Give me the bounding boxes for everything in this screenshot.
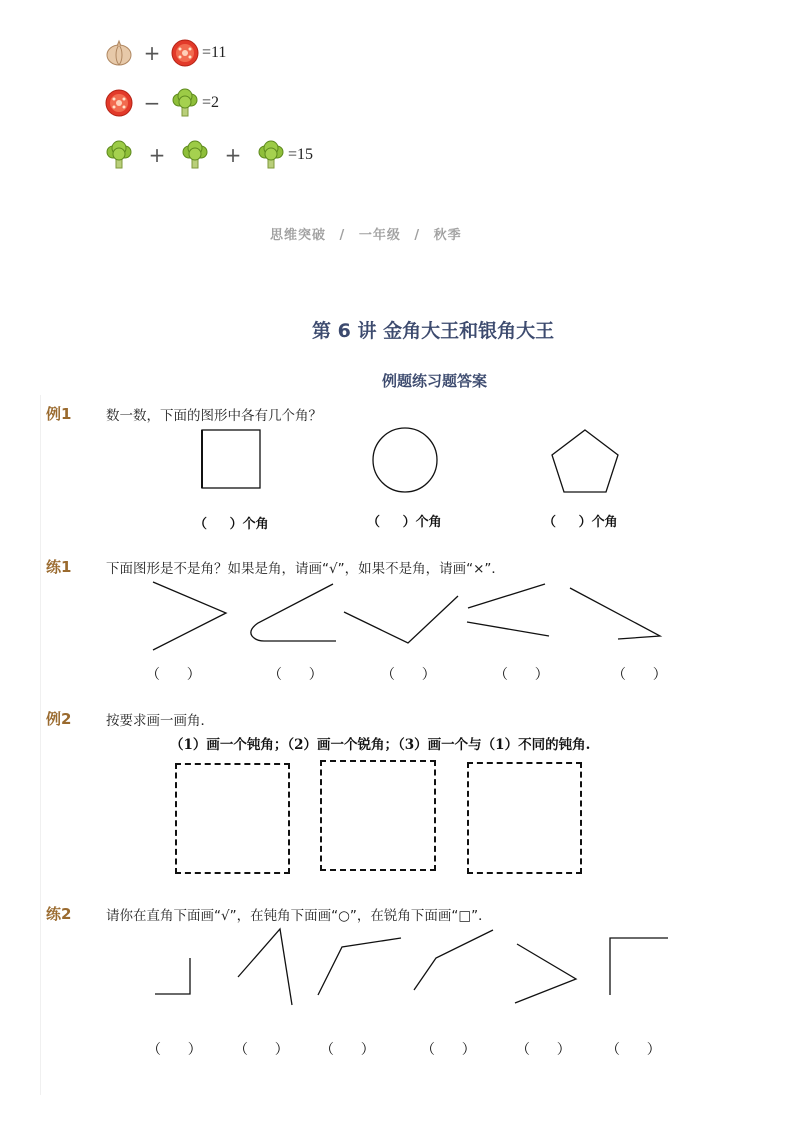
equation-result: =2 (202, 94, 220, 111)
practice-2-answer-1: （ ） (147, 1042, 202, 1058)
example-2-tag: 例2 (46, 710, 72, 728)
plus-sign: + (148, 143, 166, 167)
equation-result: =15 (288, 146, 314, 163)
garlic-icon (104, 38, 134, 68)
margin-line (40, 395, 41, 1095)
square-shape (202, 430, 260, 488)
example-1-shapes (190, 425, 650, 500)
example-1-question: 数一数，下面的图形中各有几个角？ (106, 408, 322, 424)
practice-2-answer-5: （ ） (516, 1042, 571, 1058)
breadcrumb (270, 224, 462, 243)
practice-2-answer-3: （ ） (320, 1042, 375, 1058)
figure-v-angle (344, 596, 458, 643)
practice-1-answer-2: （ ） (268, 667, 323, 683)
minus-sign: − (143, 91, 161, 115)
equation-row-3 (104, 139, 313, 171)
practice-2-figures (150, 925, 675, 1010)
practice-1-tag: 练1 (46, 558, 72, 576)
figure-obtuse-1 (318, 938, 401, 995)
practice-1-answer-1: （ ） (146, 667, 201, 683)
practice-1-answer-3: （ ） (381, 667, 436, 683)
square-left-edge (201, 430, 203, 488)
example-2-instruction: （1）画一个钝角；（2）画一个锐角；（3）画一个与（1）不同的钝角. (170, 737, 591, 753)
figure-acute-peak (238, 929, 292, 1005)
figure-narrow-angle (570, 588, 660, 639)
figure-open-lines-bottom (467, 622, 549, 636)
example-1-blank-pentagon: （ ）个角 (543, 515, 618, 530)
drawing-box-obtuse[interactable] (175, 763, 290, 874)
example-2-question: 按要求画一画角． (106, 713, 214, 729)
broccoli-icon (180, 140, 210, 170)
figure-open-lines-top (468, 584, 545, 608)
tomato-icon (104, 88, 134, 118)
broccoli-icon (256, 140, 286, 170)
broccoli-icon (104, 140, 134, 170)
breadcrumb-course: 思维突破 (270, 228, 327, 243)
equation-row-2 (104, 87, 219, 119)
equation-row-1 (104, 37, 226, 69)
example-1-blank-square: （ ）个角 (194, 517, 269, 532)
practice-2-answer-6: （ ） (606, 1042, 661, 1058)
drawing-box-acute[interactable] (320, 760, 436, 871)
breadcrumb-grade: 一年级 (358, 228, 401, 243)
breadcrumb-separator: / (414, 228, 421, 243)
plus-sign: + (224, 143, 242, 167)
practice-2-answer-4: （ ） (421, 1042, 476, 1058)
practice-2-answer-2: （ ） (234, 1042, 289, 1058)
practice-1-figures (140, 578, 670, 653)
tomato-icon (170, 38, 200, 68)
figure-angle-open-right (153, 582, 226, 650)
practice-1-question: 下面图形是不是角？如果是角，请画“√”，如果不是角，请画“×”． (106, 561, 505, 577)
example-1-blank-circle: （ ）个角 (367, 515, 442, 530)
breadcrumb-season: 秋季 (433, 228, 462, 243)
practice-1-answer-4: （ ） (494, 667, 549, 683)
lesson-subtitle: 例题练习题答案 (382, 372, 488, 390)
practice-2-question: 请你在直角下面画“√”，在钝角下面画“○”，在锐角下面画“□”． (106, 908, 492, 924)
practice-1-answer-5: （ ） (612, 667, 667, 683)
lesson-title: 第 6 讲 金角大王和银角大王 (312, 320, 555, 342)
plus-sign: + (143, 41, 161, 65)
figure-acute-arrow (515, 944, 576, 1003)
drawing-box-obtuse-2[interactable] (467, 762, 582, 874)
figure-curved-corner (251, 584, 336, 641)
circle-shape (373, 428, 437, 492)
pentagon-shape (552, 430, 618, 492)
figure-right-angle (155, 958, 190, 994)
figure-obtuse-2 (414, 930, 493, 990)
figure-right-angle-2 (610, 938, 668, 995)
breadcrumb-separator: / (339, 228, 346, 243)
broccoli-icon (170, 88, 200, 118)
example-1-tag: 例1 (46, 405, 72, 423)
practice-2-tag: 练2 (46, 905, 72, 923)
equation-result: =11 (202, 44, 227, 61)
